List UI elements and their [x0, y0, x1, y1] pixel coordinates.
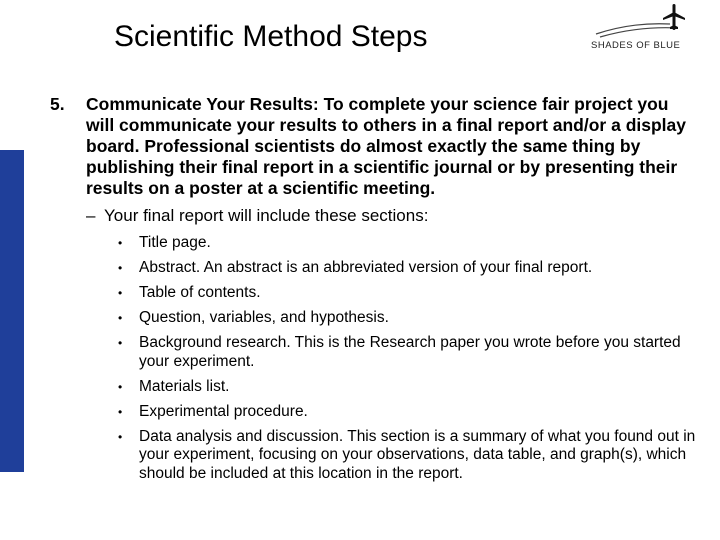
- list-item-text: Table of contents.: [139, 284, 261, 301]
- bullet-icon: •: [118, 286, 123, 300]
- list-item: [110, 428, 700, 484]
- list-item-text: Data analysis and discussion. This section is a summary of what you found out in your experiment, focusing on your observations, data table, and graph(s), which should be included at this location in the report.: [139, 427, 696, 482]
- shades-of-blue-logo: [586, 0, 714, 60]
- logo-wordmark: SHADES OF BLUE: [591, 40, 681, 51]
- bullet-icon: •: [118, 311, 123, 325]
- bullet-icon: •: [118, 336, 123, 350]
- bullet-icon: •: [118, 261, 123, 275]
- bullet-list: [110, 234, 700, 483]
- list-item-text: Materials list.: [139, 377, 230, 395]
- side-accent-bar: [0, 150, 24, 472]
- list-item: [110, 378, 700, 397]
- list-item-text: Experimental procedure.: [139, 402, 308, 420]
- step-item: [50, 94, 700, 199]
- bullet-icon: •: [118, 429, 123, 444]
- list-item-text: Title page.: [139, 234, 211, 251]
- bullet-icon: •: [118, 236, 123, 250]
- slide-content: [50, 94, 700, 490]
- airplane-icon: [586, 0, 714, 40]
- step-number: 5.: [50, 94, 65, 114]
- list-item: [110, 259, 700, 278]
- list-item: [110, 234, 700, 253]
- bullet-icon: •: [118, 379, 123, 394]
- slide-title: Scientific Method Steps: [114, 20, 428, 53]
- list-item-text: Question, variables, and hypothesis.: [139, 309, 389, 326]
- list-item-text: Background research. This is the Research paper you wrote before you started your experiment.: [139, 334, 681, 370]
- list-item: [110, 284, 700, 303]
- step-text: Communicate Your Results: To complete your science fair project you will communicate your results to others in a final report and/or a display board. Professional scientists do almost exactly the same thing by publishing their final report in a scientific journal or by presenting their results on a poster at a scientific meeting.: [86, 94, 686, 198]
- sub-point-text: Your final report will include these sections:: [104, 206, 429, 225]
- sub-point: [86, 205, 700, 226]
- list-item: [110, 403, 700, 422]
- bullet-icon: •: [118, 404, 123, 419]
- list-item-text: Abstract. An abstract is an abbreviated version of your final report.: [139, 259, 593, 276]
- list-item: [110, 334, 700, 371]
- dash-marker: –: [86, 206, 96, 225]
- list-item: [110, 309, 700, 328]
